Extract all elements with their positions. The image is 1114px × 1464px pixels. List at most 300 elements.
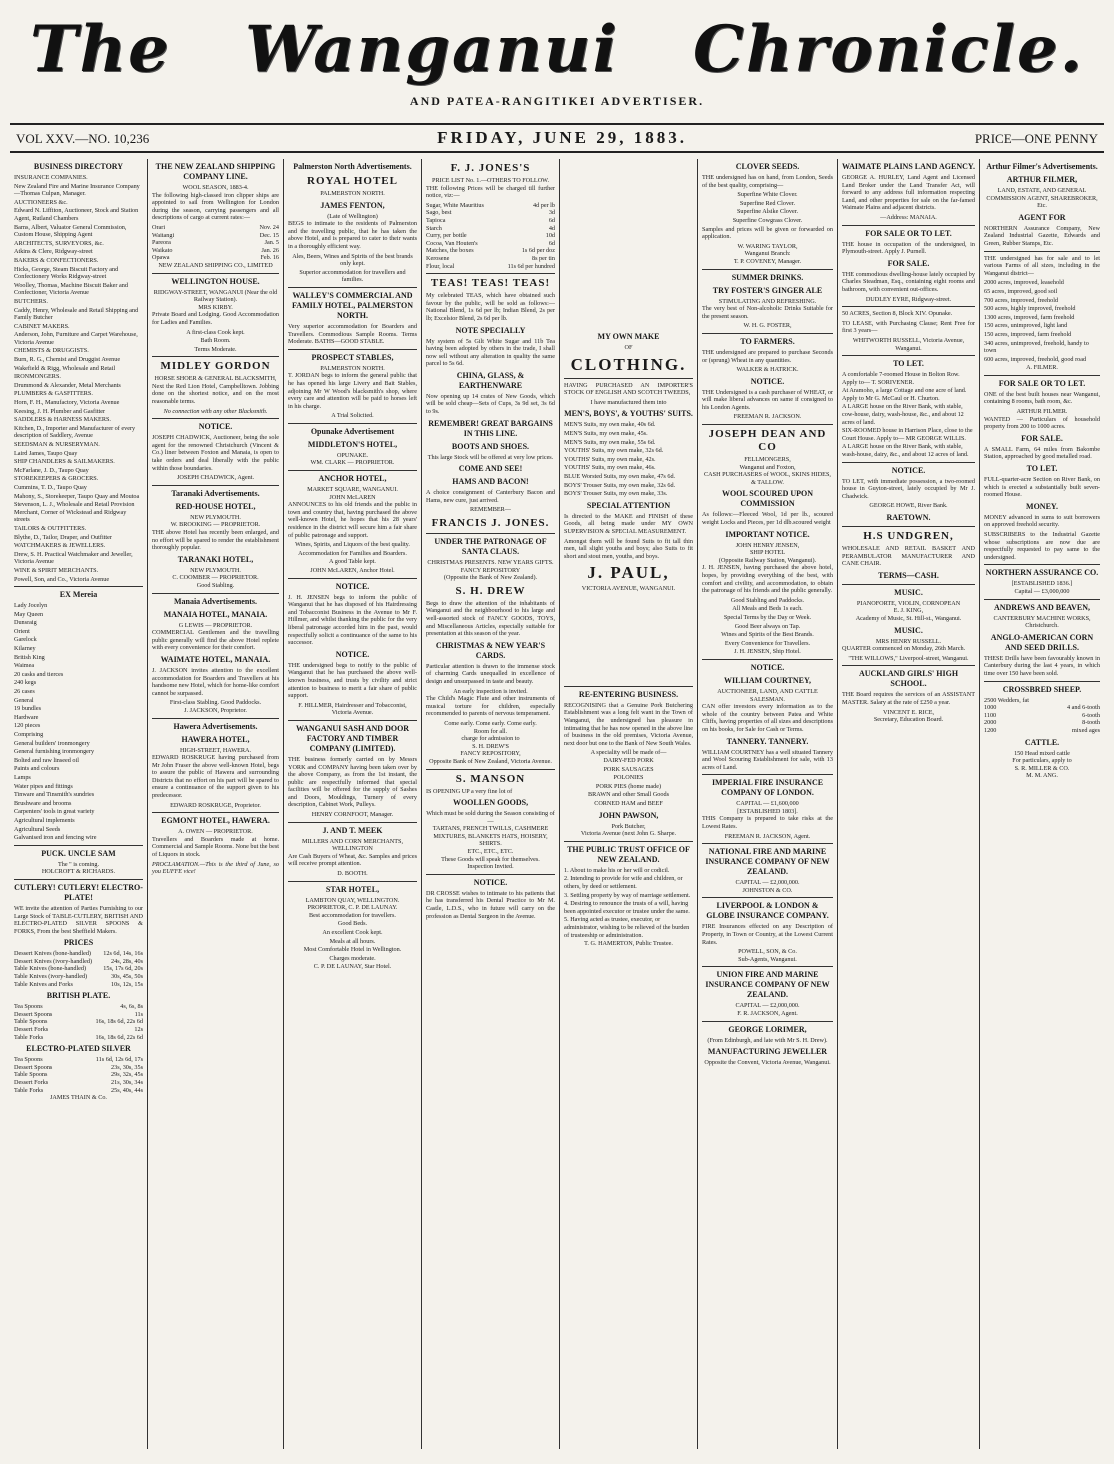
star-sign: C. P. DE LAUNAY, Star Hotel. — [313, 963, 392, 971]
list-item: BRAWN and other Small Goods — [588, 791, 669, 799]
electro-heading: ELECTRO-PLATED SILVER — [26, 1044, 131, 1054]
list-item: McFarlane, J. D., Taupo Quay — [14, 466, 89, 474]
hawera-sign: EDWARD ROSKRUGE, Proprietor. — [170, 801, 261, 809]
list-item: 20 casks and tierces — [14, 670, 64, 678]
row-value: 1s 6d per doz — [521, 247, 555, 255]
shipping-heading: THE NEW ZEALAND SHIPPING COMPANY LINE. — [155, 162, 276, 181]
jensen-sign: J. H. JENSEN, Ship Hotel. — [734, 648, 801, 656]
table-row — [14, 973, 143, 981]
courtney-heading: WILLIAM COURTNEY, — [724, 675, 811, 685]
manson-text2: Which must be sold during the Season consisting of— — [426, 810, 555, 825]
row-value: 10d — [545, 232, 555, 240]
list-item: Accommodation for Families and Boarders. — [298, 549, 407, 557]
clover-heading: CLOVER SEEDS. — [735, 162, 800, 171]
filmer-ads-heading: Arthur Filmer's Advertisements. — [986, 162, 1098, 171]
list-item: Every Convenience for Travellers. — [724, 639, 811, 647]
manufactured-line: I have manufactured them into — [590, 398, 667, 406]
music-heading: MUSIC. — [894, 587, 923, 597]
row-label: Dessert Knives (ivory-handled) — [14, 957, 93, 965]
list-item: General builders' ironmongery — [14, 739, 90, 747]
list-item: Lady Jocelyn — [14, 602, 48, 610]
opunake-ad-heading: Opunake Advertisement — [310, 426, 395, 436]
list-item: STOREKEEPERS & GROCERS. — [14, 475, 99, 483]
list-item: Best accommodation for travellers. — [309, 911, 396, 919]
egmont-heading: EGMONT HOTEL, HAWERA. — [161, 816, 270, 826]
column-4 — [422, 159, 560, 1449]
list-item: Tinware and Tinsmith's sundries — [14, 791, 95, 799]
table-row — [14, 958, 143, 966]
walleys-text: Very superior accommodation for Boarders and Travellers. Commodious Sample Rooms. Terms Moderate. BATHS—GOOD STABLE. — [288, 322, 417, 346]
jensen-sub: SHIP HOTEL — [749, 549, 785, 557]
row-value: Feb. 16 — [260, 254, 279, 262]
list-item: 120 pieces — [14, 722, 41, 730]
list-item: ARCHITECTS, SURVEYORS, &c. — [14, 239, 104, 247]
note-text: My system of 5s Gilt White Sugar and 11b Tea having been adopted by others in the trade, I shall now sell without any alteration in quality the same parcel to 5s 6d. — [426, 337, 555, 368]
foster-sign: W. H. G. FOSTER, — [743, 322, 792, 330]
wool-heading: WOOL SCOURED UPON COMMISSION — [721, 489, 814, 509]
list-item: A good Table kept. — [329, 558, 376, 566]
teas-heading: TEAS! TEAS! TEAS! — [430, 277, 551, 290]
national-sign: JOHNSTON & CO. — [742, 886, 793, 894]
list-item: May Queen — [14, 610, 44, 618]
to-let-heading: TO LET. — [893, 359, 924, 369]
list-item: Horn, F. H., Manufactory, Victoria Avenue — [14, 399, 120, 407]
powell-sign: POWELL, SON, & Co. — [738, 948, 797, 956]
table-row — [14, 1034, 143, 1042]
rice-sign: VINCENT E. RICE, — [882, 708, 935, 716]
fancy-rep: FANCY REPOSITORY, — [460, 750, 521, 758]
list-item: Barns, Albert, Valuator General Commission, Custom House, Shipping Agent — [14, 223, 127, 239]
row-label: Dessert Forks — [14, 1079, 49, 1086]
list-item: A first-class Cook kept. — [186, 328, 245, 336]
list-item: 4. Desiring to renounce the trusts of a will, having been appointed executor or trustee under the same. — [564, 900, 690, 915]
list-item: Keesing, J. H. Plumber and Gasfitter — [14, 407, 106, 415]
walker-sign: WALKER & HATRICK. — [736, 366, 799, 374]
agent-text: NORTHERN Assurance Company, New Zealand Industrial Gazette, Edwards and Green, Rubber Stamps, Etc. — [984, 224, 1100, 247]
filmer-final: M. M. ANG. — [1026, 772, 1058, 780]
list-item: INSURANCE COMPANIES. — [14, 174, 88, 181]
list-item: IRONMONGERS. — [14, 373, 61, 381]
row-value: 4 and 6-tooth — [1067, 704, 1100, 712]
filmer-sign2: ARTHUR FILMER. — [1016, 408, 1068, 416]
table-row — [426, 263, 555, 271]
row-value: 4s, 6s, 8s — [120, 1003, 143, 1011]
fancy-rep-place: Opposite Bank of New Zealand, Victoria Avenue. — [429, 757, 552, 765]
redhouse-heading: RED-HOUSE HOTEL, — [175, 501, 256, 511]
hillmer-sign: F. HILLMER, Hairdresser and Tobacconist, Victoria Avenue. — [298, 701, 407, 717]
teas-text: My celebrated TEAS, which have obtained such favour by the public, will be sold as follows:— National Blend, 1s 6d per lb; Indian Blend, 2s per lb; Excelsior Blend, 2s 6d per lb. — [426, 292, 555, 322]
manaia-text: COMMERCIAL Gentlemen and the travelling public generally will find the above Hotel replete with every convenience for their comfort. — [152, 629, 279, 652]
particulars-line: For particulars, apply to — [1012, 757, 1072, 765]
list-item: British King — [14, 653, 45, 661]
row-label: 1000 — [984, 704, 997, 712]
star-owner: PROPRIETOR, C. P. DE LAUNAY. — [307, 904, 398, 912]
jones-sign: FRANCIS J. JONES. — [431, 517, 550, 530]
waimate-hotel-text: J. JACKSON invites attention to the excellent accommodation for Boarders and Travellers at his handsome new Hotel, which for home-like comfort cannot be surpassed. — [152, 666, 279, 697]
table-row — [152, 232, 279, 240]
list-item: Burn, R. G., Chemist and Druggist Avenue — [14, 356, 121, 364]
hillmer-notice-text: THE undersigned begs to notify to the public of Wanganui that he has purchased the above well-known business, and trusts by civility and strict attention to business to merit a fair share of public support. — [288, 661, 417, 700]
northern-est: [ESTABLISHED 1836.] — [1011, 580, 1073, 588]
list-item: TAILORS & OUTFITTERS. — [14, 524, 87, 532]
courtney-sub: AUCTIONEER, LAND, AND CATTLE SALESMAN. — [717, 687, 818, 703]
list-item: Superfine Red Clover. — [739, 199, 796, 207]
wellington-addr: RIDGWAY-STREET, WANGANUI (Near the old Railway Station). — [153, 288, 278, 304]
clover-items — [702, 191, 833, 224]
small-farm-text: A SMALL Farm, 64 miles from Bakombe Station, approached by good metalled road. — [984, 445, 1100, 461]
foster-sub: STIMULATING AND REFRESHING. — [718, 297, 817, 305]
jensen-notice-text: J. H. JENSEN begs to inform the public of Wanganui that he has disposed of his Hairdressing and Tobacconist Business in the Avenue to Mr F. Hillmer, and whilst thanking the public for the very liberal patronage accorded him in the past, would respectfully solicit a continuance of the same to his successor. — [288, 593, 417, 647]
quarter-text: QUARTER commenced on Monday, 26th March. — [842, 645, 966, 653]
list-item: 1300 acres, improved, farm freehold — [984, 313, 1075, 321]
table-row — [14, 1026, 143, 1034]
egmont-footer: PROCLAMATION.—This is the third of June, so you EUFFE vice! — [152, 860, 279, 876]
puck-line: The " is coming. — [57, 860, 100, 868]
list-item: Bolted and raw linseed oil — [14, 756, 79, 764]
russell-music: MRS HENRY RUSSELL. — [875, 637, 942, 645]
clover-text: THE undersigned has on hand, from London, Seeds of the best quality, comprising— — [702, 174, 833, 189]
dudley-sign: DUDLEY EYRE, Ridgway-street. — [865, 295, 952, 303]
midley-footer: No connection with any other Blacksmith. — [163, 407, 268, 415]
lease-text: TO LEASE, with Purchasing Clause; Rent Free for first 3 years— — [842, 319, 975, 335]
table-row — [14, 1018, 143, 1026]
row-label: Curry, per bottle — [426, 232, 467, 240]
pawson-place: Victoria Avenue (next John G. Sharpe. — [580, 830, 677, 838]
sale-let-text: THE house in occupation of the undersigned, in Plymouth-street. Apply J. Purnell. — [842, 240, 975, 256]
table-row — [426, 255, 555, 263]
thain-sign: JAMES THAIN & Co. — [50, 1094, 107, 1102]
auckland-heading: AUCKLAND GIRLS' HIGH SCHOOL. — [858, 669, 959, 689]
list-item: Hicks, George, Steam Biscuit Factory and Confectionery Works Ridgway-street — [14, 265, 119, 281]
row-label: Table Knives (bone-handled) — [14, 965, 87, 973]
sash-text: THE business formerly carried on by Messrs YORK and COMPANY having been taken over by the above Company, as from the 1st instant, the public are respectfully informed that special facilities will be offered for the supply of Sashes and Doors, Mouldings, Turnery of every description, Cabinet Work, Pulleys. — [288, 755, 417, 809]
list-item: Most Comfortable Hotel in Wellington. — [303, 946, 402, 954]
national-capital: CAPITAL — £2,000,000. — [735, 879, 800, 887]
music2-heading: MUSIC. — [894, 625, 923, 635]
farms-intro: THE undersigned has for sale and to let various Farms of all sizes, including in the Wanganui district— — [984, 254, 1100, 277]
list-item: CORNED HAM and BEEF — [594, 800, 663, 807]
reentering-heading: RE-ENTERING BUSINESS. — [578, 689, 679, 699]
row-value: mixed ages — [1071, 726, 1100, 734]
list-item: 150 acres, improved, farm freehold — [984, 330, 1072, 338]
liverpool-heading: LIVERPOOL & LONDON & GLOBE INSURANCE COMPANY. — [706, 901, 829, 921]
list-item: CABINET MAKERS. — [14, 322, 70, 330]
masthead-word-3: Chronicle. — [693, 11, 1084, 87]
list-item: 2000 acres, improved, leasehold — [984, 279, 1064, 287]
manaia-owner: G LEWIS — PROPRIETOR. — [178, 621, 253, 629]
farms-list — [984, 279, 1100, 363]
wellington-owner: MRS KIRBY. — [198, 303, 233, 311]
row-value: 12s — [134, 1026, 143, 1034]
auckland-text: THE Board requires the services of an ASSISTANT MASTER. Salary at the rate of £250 a year. — [842, 691, 975, 706]
prices-table — [14, 950, 143, 988]
summer-heading: SUMMER DRINKS. — [731, 272, 804, 282]
pn-ad-heading: Palmerston North Advertisements. — [293, 162, 412, 171]
jensen-heading: JOHN HENRY JENSEN, — [735, 541, 800, 549]
foster-heading: TRY FOSTER'S GINGER ALE — [712, 285, 823, 295]
row-value: 25s, 40s, 44s — [111, 1086, 143, 1094]
boots-text: This large Stock will be offered at very low prices. — [427, 453, 554, 461]
sundgren-text: WHOLESALE AND RETAIL BASKET AND PERAMBULATOR MANUFACTURER AND CANE CHAIR. — [842, 545, 975, 568]
volume-number: VOL XXV.—NO. 10,236 — [16, 131, 150, 146]
manaia-ad-heading: Manaia Advertisements. — [173, 596, 258, 606]
list-item: BLUE Worsted Suits, my own make, 47s 6d. — [564, 472, 676, 480]
taranaki-ad-heading: Taranaki Advertisements. — [171, 488, 260, 498]
list-item: BOYS' Trouser Suits, my own make, 32s 6d. — [564, 481, 676, 489]
dolls-text: The Child's Magic Flute and other instruments of musical torture for children, especially recommended to parents of nervous temperament. — [426, 695, 555, 718]
ships-table — [152, 224, 279, 262]
row-value: 16s, 18s 6d, 22s 6d — [95, 1033, 143, 1041]
masthead-word-1: The — [30, 11, 171, 87]
products-list — [564, 757, 693, 808]
hams-heading: HAMS AND BACON! — [452, 477, 529, 487]
shipping-footer: NEW ZEALAND SHIPPING CO., LIMITED — [158, 261, 273, 269]
list-item: Lamps — [14, 773, 31, 781]
list-item: Powell, Son, and Co., Victoria Avenue — [14, 575, 110, 583]
row-value: 6d — [548, 239, 555, 247]
masthead-subtitle: AND PATEA-RANGITIKEI ADVERTISER. — [409, 94, 705, 108]
waimate-sign: J. JACKSON, Proprietor. — [184, 706, 247, 714]
table-row — [152, 247, 279, 255]
meek-text: Are Cash Buyers of Wheat, &c. Samples and prices will receive prompt attention. — [288, 852, 417, 868]
of-line: OF — [624, 344, 633, 351]
table-row — [14, 950, 143, 958]
row-value: 29s, 32s, 45s — [111, 1071, 143, 1079]
midley-heading: MIDLEY GORDON — [160, 360, 271, 373]
northern-capital: Capital — £3,000,000 — [1014, 587, 1070, 595]
row-label: Kerosene — [426, 254, 450, 262]
wellington-heading: WELLINGTON HOUSE. — [171, 276, 260, 286]
list-item: 340 acres, unimproved, freehold, handy to town — [984, 339, 1089, 355]
trust-list — [564, 867, 693, 939]
tannery-heading: TANNERY. TANNERY. — [726, 736, 809, 746]
amongst-text: Amongst them will be found Suits to fit tall thin men, tall slight youths and boys; also Suits to fit short and stout men, youths, and boys. — [564, 537, 693, 560]
anglo-text: THESE Drills have been favourably known in Canterbury during the last 4 years, in which time over 150 have been sold. — [984, 654, 1100, 677]
guyton-notice-heading: NOTICE. — [891, 465, 926, 475]
hawera-place: HIGH-STREET, HAWERA. — [179, 746, 252, 754]
row-value: Nov. 24 — [259, 223, 279, 231]
crosse-notice-heading: NOTICE. — [473, 877, 508, 887]
row-label: Pareora — [152, 239, 171, 247]
row-label: 1100 — [984, 711, 997, 719]
money-heading: MONEY. — [1026, 501, 1058, 511]
list-item: Drew, S. H. Practical Watchmaker and Jeweller, Victoria Avenue — [14, 550, 133, 566]
meek-heading: J. AND T. MEEK — [322, 825, 383, 835]
list-item: 700 acres, improved, freehold — [984, 296, 1059, 304]
drew-text: Begs to draw the attention of the inhabitants of Wanganui and the neighbourhood to his large and well-assorted stock of FANCY GOODS, TOYS, and Miscellaneous Articles, especially suitable for presentation at this season of the year. — [426, 599, 555, 638]
national-heading: NATIONAL FIRE AND MARINE INSURANCE COMPANY OF NEW ZEALAND. — [705, 847, 830, 877]
row-label: Waikato — [152, 246, 173, 254]
sale-let-heading: FOR SALE OR TO LET. — [865, 228, 952, 238]
manson-text: IS OPENING UP a very fine lot of — [426, 787, 513, 795]
list-item: SIX-ROOMED house in Harrison Place, close to the Court House. Apply to— MR GEORGE WILLIS. — [842, 427, 973, 442]
row-label: Dessert Spoons — [14, 1063, 53, 1071]
row-value: 8-tooth — [1082, 719, 1100, 727]
list-item: Stevenson, L. J., Wholesale and Retail Provision Merchant, Corner of Wickstead and Ridgway streets — [14, 501, 135, 524]
issue-date: FRIDAY, JUNE 29, 1883. — [437, 128, 687, 147]
row-value: 23s, 30s, 35s — [111, 1063, 143, 1071]
jones-prices-table — [426, 202, 555, 270]
list-item: BAKERS & CONFECTIONERS. — [14, 256, 99, 264]
row-label: 2500 Wedders, fat — [984, 696, 1029, 704]
row-label: Table Spoons — [14, 1071, 48, 1079]
taylor-sign: W. WARING TAYLOR, — [737, 242, 798, 250]
notice-sign: JOSEPH CHADWICK, Agent. — [176, 474, 254, 482]
list-item: BUTCHERS. — [14, 297, 48, 305]
list-item: New Zealand Fire and Marine Insurance Company—Thomas Culpan, Manager. — [14, 182, 140, 198]
agent-heading: AGENT FOR — [1018, 212, 1066, 222]
list-item: Woolley, Thomas, Machine Biscuit Baker and Confectioner, Victoria Avenue — [14, 281, 128, 297]
rice-sub: Secretary, Education Board. — [873, 716, 944, 724]
list-item: A LARGE house on the River Bank, with stable, wash-house, dairy, &c., and about 12 acres of land. — [842, 443, 969, 459]
special-heading: SPECIAL ATTENTION — [586, 500, 671, 510]
list-item: PORK PIES (home made) — [595, 782, 662, 790]
list-item: Wines and Spirits of the Best Brands. — [721, 631, 814, 639]
king-sign: E. J. KING, — [893, 607, 924, 615]
shipping-sub: WOOL SEASON, 1883-4. — [182, 184, 249, 191]
list-item: Water pipes and fittings — [14, 782, 73, 790]
money-text: MONEY advanced in sums to suit borrowers on approved freehold security. — [984, 513, 1100, 529]
row-value: 15s, 17s 6d, 20s — [103, 965, 143, 973]
boots-heading: BOOTS AND SHOES. — [451, 441, 530, 451]
list-item: Atkins & Clere, Ridgway-street — [14, 248, 93, 256]
jackson-sign: FREEMAN R. JACKSON. — [733, 413, 802, 421]
row-label: Sago, best — [426, 209, 452, 217]
filmer-sale-let-heading: FOR SALE OR TO LET. — [998, 378, 1086, 388]
list-item: Agricultural Seeds — [14, 825, 61, 833]
prospect-sign: A Trial Solicited. — [331, 412, 374, 420]
list-item: YOUTHS' Suits, my own make, 42s. — [564, 455, 656, 463]
table-row — [426, 225, 555, 233]
early-inspection: An early inspection is invited. — [453, 687, 528, 695]
row-label: Cocoa, Van Houten's — [426, 239, 478, 247]
list-item: CHEMISTS & DRUGGISTS. — [14, 347, 89, 355]
filmer-sale-let-text: ONE of the best built houses near Wanganui, containing 8 rooms, bath room, &c. — [984, 390, 1100, 406]
list-item: Ales, Beers, Wines and Spirits of the best brands only kept. — [292, 252, 413, 268]
row-value: 6d — [548, 216, 555, 224]
table-row — [152, 254, 279, 262]
column-1 — [10, 159, 148, 1449]
prospect-text: T. JORDAN begs to inform the general public that he has opened his large Livery and Bait Stables, adjoining Mr W Wood's blacksmith's shop, where every care and attention will be paid to horses left in his charge. — [288, 372, 417, 410]
row-label: Opawa — [152, 254, 170, 262]
star-place: LAMBTON QUAY, WELLINGTON. — [305, 896, 400, 904]
sundgren-heading: H.S UNDGREN, — [863, 530, 954, 542]
table-row — [426, 247, 555, 255]
taylor-place: Wanganui Branch: — [744, 250, 791, 258]
table-row — [984, 697, 1100, 705]
prospect-heading: PROSPECT STABLES, — [311, 352, 394, 362]
jensen-lines — [702, 597, 833, 648]
liverpool-text: FIRE Insurances effected on any Description of Property, in Town or Country, at the Lowest Current Rates. — [702, 923, 833, 946]
list-item: SEEDSMAN & NURSERYMAN. — [14, 441, 100, 448]
list-item: 26 cases — [14, 688, 35, 696]
fancy-place: (Opposite the Bank of New Zealand). — [443, 574, 538, 582]
patronage-heading: UNDER THE PATRONAGE OF SANTA CLAUS. — [434, 537, 547, 557]
wheat-notice-text: THE Undersigned is a cash purchaser of WHEAT, or will make liberal advances on same if consigned to his London Agents. — [702, 388, 833, 411]
taranaki-hotel-heading: TARANAKI HOTEL, — [177, 554, 254, 564]
list-item: Hardware — [14, 713, 39, 721]
egmont-owner: A. OWEN — PROPRIETOR. — [178, 828, 253, 836]
special-text: Is directed to the MAKE and FINISH of these Goods, all being made under MY OWN SUPERVISION & SPECIAL MEASUREMENT. — [564, 512, 693, 535]
remember-heading: REMEMBER! GREAT BARGAINS IN THIS LINE. — [428, 418, 553, 438]
list-item: Bath Room. — [200, 337, 231, 345]
table-row — [14, 1064, 143, 1072]
russell-sign: WHITWORTH RUSSELL, Victoria Avenue, Wanganui. — [852, 336, 965, 352]
anchor-sign: JOHN McLAREN, Anchor Hotel. — [310, 567, 395, 574]
masthead — [10, 6, 1104, 92]
list-item: Charges moderate. — [329, 954, 376, 962]
middleton-place: OPUNAKE. — [336, 451, 369, 459]
sash-sign: HENRY CORNFOOT, Manager. — [311, 811, 394, 819]
table-row — [14, 1087, 143, 1095]
waimate-agency-heading: WAIMATE PLAINS LAND AGENCY. — [842, 162, 975, 171]
royal-text: BEGS to intimate to the residents of Palmerston and the travelling public, that he has taken the above Hotel, and is prepared to cater to their wants in a thoroughly efficient way. — [288, 220, 417, 250]
to-let-list — [842, 371, 975, 459]
midley-sub: HORSE SHOER & GENERAL BLACKSMITH, — [154, 375, 277, 383]
wellington-lines — [152, 329, 279, 354]
row-value: Jan. 26 — [261, 246, 279, 254]
walleys-heading: WALLEY'S COMMERCIAL AND FAMILY HOTEL, PALMERSTON NORTH. — [292, 290, 413, 320]
royal-heading: ROYAL HOTEL — [307, 175, 398, 187]
row-label: Dessert Forks — [14, 1026, 49, 1034]
row-label: Table Knives (ivory-handled) — [14, 973, 88, 981]
clothing-intro: HAVING PURCHASED AN IMPORTER'S STOCK OF ENGLISH AND SCOTCH TWEEDS, — [564, 381, 693, 397]
hawera-ad-heading: Hawera Advertisements. — [173, 721, 258, 731]
list-item: Good Beer always on Tap. — [734, 622, 801, 630]
column-5 — [560, 159, 698, 1449]
middleton-heading: MIDDLETON'S HOTEL, — [307, 439, 398, 449]
list-item: WINE & SPIRIT MERCHANTS. — [14, 566, 99, 574]
drew-sign: S. H. DREW'S — [472, 742, 509, 750]
row-value: Dec. 15 — [259, 231, 279, 239]
coveney-sign: T. P. COVENEY, Manager. — [733, 257, 802, 265]
middleton-owner: WM. CLARK — PROPRIETOR. — [310, 459, 395, 467]
filmer-for-sale-heading: FOR SALE. — [1021, 433, 1063, 443]
trust-heading: THE PUBLIC TRUST OFFICE OF NEW ZEALAND. — [567, 844, 690, 864]
imperial-sign: FREEMAN R. JACKSON, Agent. — [724, 832, 811, 840]
terms-heading: TERMS—CASH. — [878, 570, 939, 580]
list-item: All Meals and Beds 1s each. — [732, 605, 803, 613]
list-item: PORK SAUSAGES — [603, 765, 654, 773]
redhouse-place: NEW PLYMOUTH. — [190, 513, 241, 521]
list-item: Edward N. Liffiton, Auctioneer, Stock and Station Agent, Rutland Chambers — [14, 207, 139, 222]
notice-heading: NOTICE. — [198, 422, 233, 432]
remember2: REMEMBER— — [470, 506, 511, 514]
list-item: MEN'S Suits, my own make, 45s. — [564, 429, 648, 437]
table-row — [984, 704, 1100, 712]
filmer-to-let-heading: TO LET. — [1026, 464, 1058, 474]
dean-sub: FELLMONGERS, — [744, 456, 791, 464]
table-row — [426, 202, 555, 210]
row-label: Tea Spoons — [14, 1056, 43, 1064]
sash-heading: WANGANUI SASH AND DOOR FACTORY AND TIMBER COMPANY (LIMITED). — [295, 723, 410, 753]
list-item: Meals at all hours. — [329, 937, 376, 945]
list-item: 500 acres, highly improved, freehold — [984, 305, 1076, 313]
dean-heading: JOSEPH DEAN AND CO — [708, 428, 827, 454]
andrews-sub: CANTERBURY MACHINE WORKS, — [993, 614, 1091, 622]
row-value: 24s, 28s, 40s — [111, 957, 143, 965]
list-item: Caddy, Henry, Wholesale and Retail Shipping and Family Butcher — [14, 306, 139, 322]
list-item: 150 acres, unimproved, light land — [984, 322, 1068, 330]
list-item: SADDLERS & HARNESS MAKERS. — [14, 416, 111, 424]
list-item: PLUMBERS & GASFITTERS. — [14, 390, 93, 398]
row-value: 11s — [134, 1010, 143, 1018]
drew-heading: S. H. DREW — [455, 584, 526, 597]
jones-sub: PRICE LIST No. 1.—OTHERS TO FOLLOW. — [432, 177, 549, 184]
row-value: 3d — [548, 209, 555, 217]
come-all: Come early. Come early. Come early. — [444, 719, 537, 727]
pawson-heading: JOHN PAWSON, — [598, 810, 659, 820]
